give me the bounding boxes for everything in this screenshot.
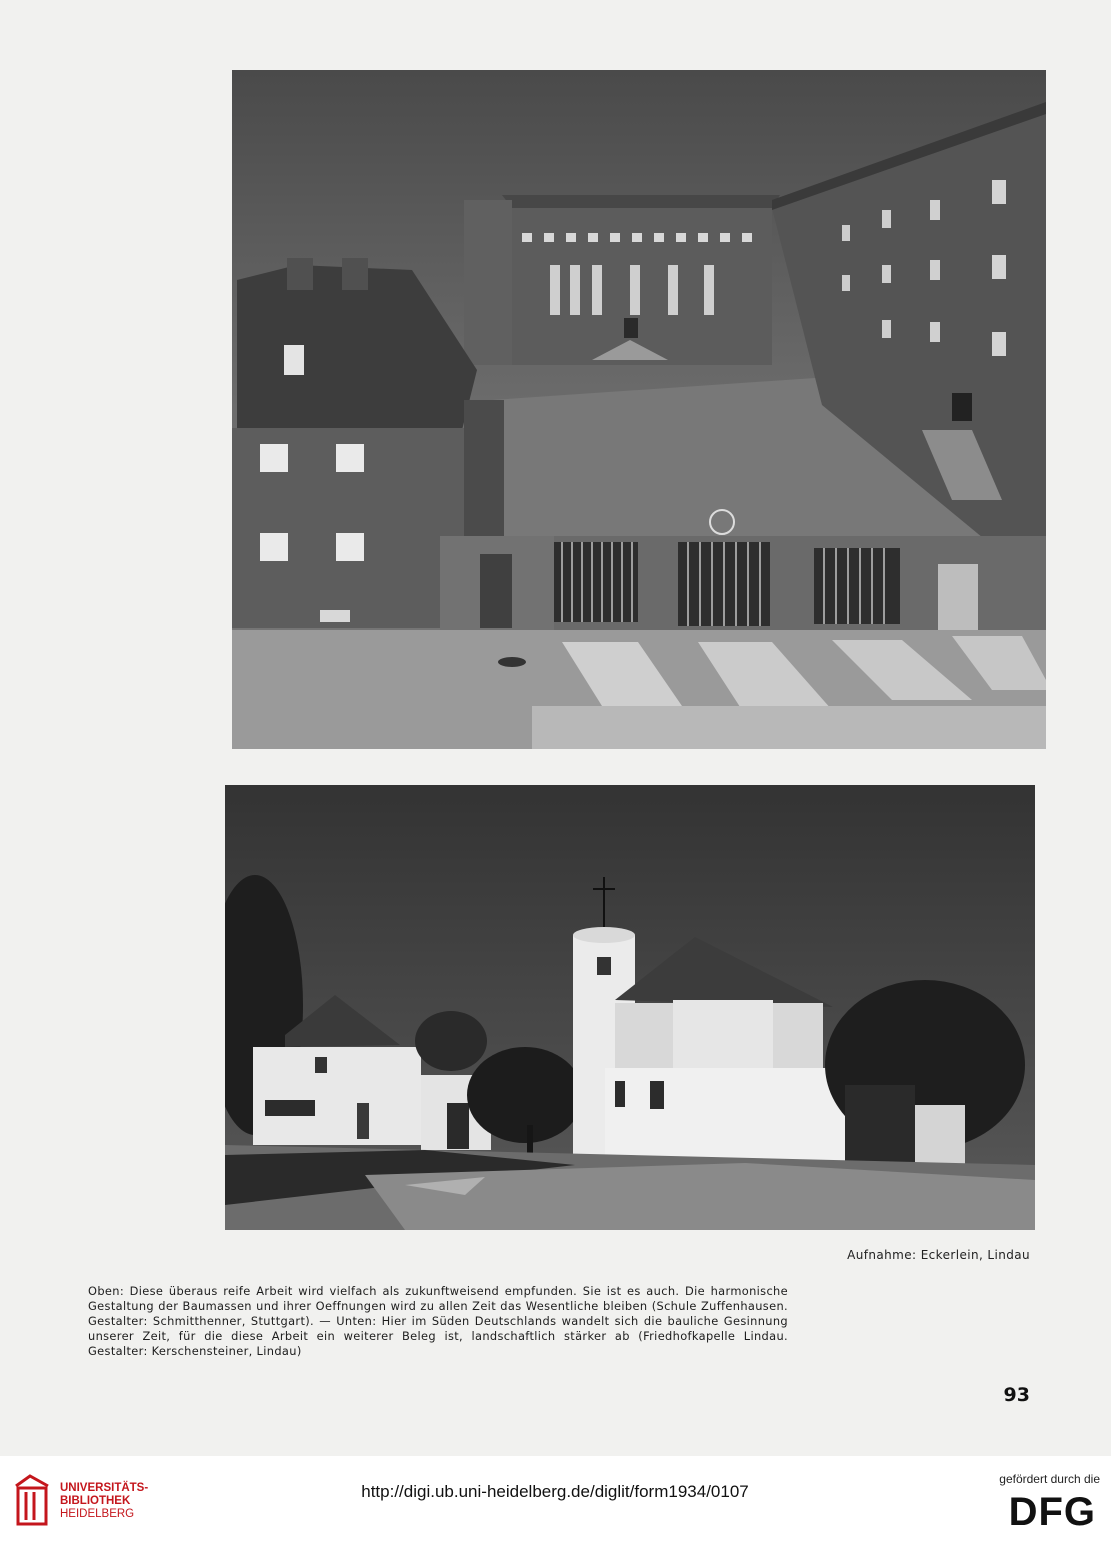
school-courtyard-photo [232,70,1046,749]
library-line-2: BIBLIOTHEK [60,1495,131,1507]
caption-text: Oben: Diese überaus reife Arbeit wird vielfach als zukunftweisend empfunden. Sie ist es auch. Die harmonische Gestaltung der Baumassen und ihrer Oeffnungen wird zu allen Zeit das Wesentliche bleiben (Schule Zuffenhausen. Gestalter: Schmitthenner, Stuttgart). — Unten: Hier im Süden Deutschlands wandelt sich die bauliche Gesinnung unserer Zeit, für die diese Arbeit ein weiterer Beleg ist, landschaftlich stärker ab (Friedhofkapelle Lindau. Gestalter: Kerschensteiner, Lindau) [88,1284,788,1358]
footer-bar [0,1456,1111,1542]
caption [88,1284,788,1359]
document-url-link[interactable]: http://digi.ub.uni-heidelberg.de/diglit/form1934/0107 [361,1482,749,1501]
dfg-logo[interactable]: DFG [1008,1490,1096,1534]
photo-credit: Aufnahme: Eckerlein, Lindau [847,1248,1030,1262]
sponsor-label: gefördert durch die [999,1472,1100,1486]
library-line-3: HEIDELBERG [60,1508,135,1520]
library-line-1: UNIVERSITÄTS- [60,1482,149,1494]
cemetery-chapel-photo [225,785,1035,1230]
page-number: 93 [1003,1384,1030,1406]
university-library-name[interactable] [60,1482,148,1521]
university-library-logo-icon[interactable] [12,1472,52,1528]
